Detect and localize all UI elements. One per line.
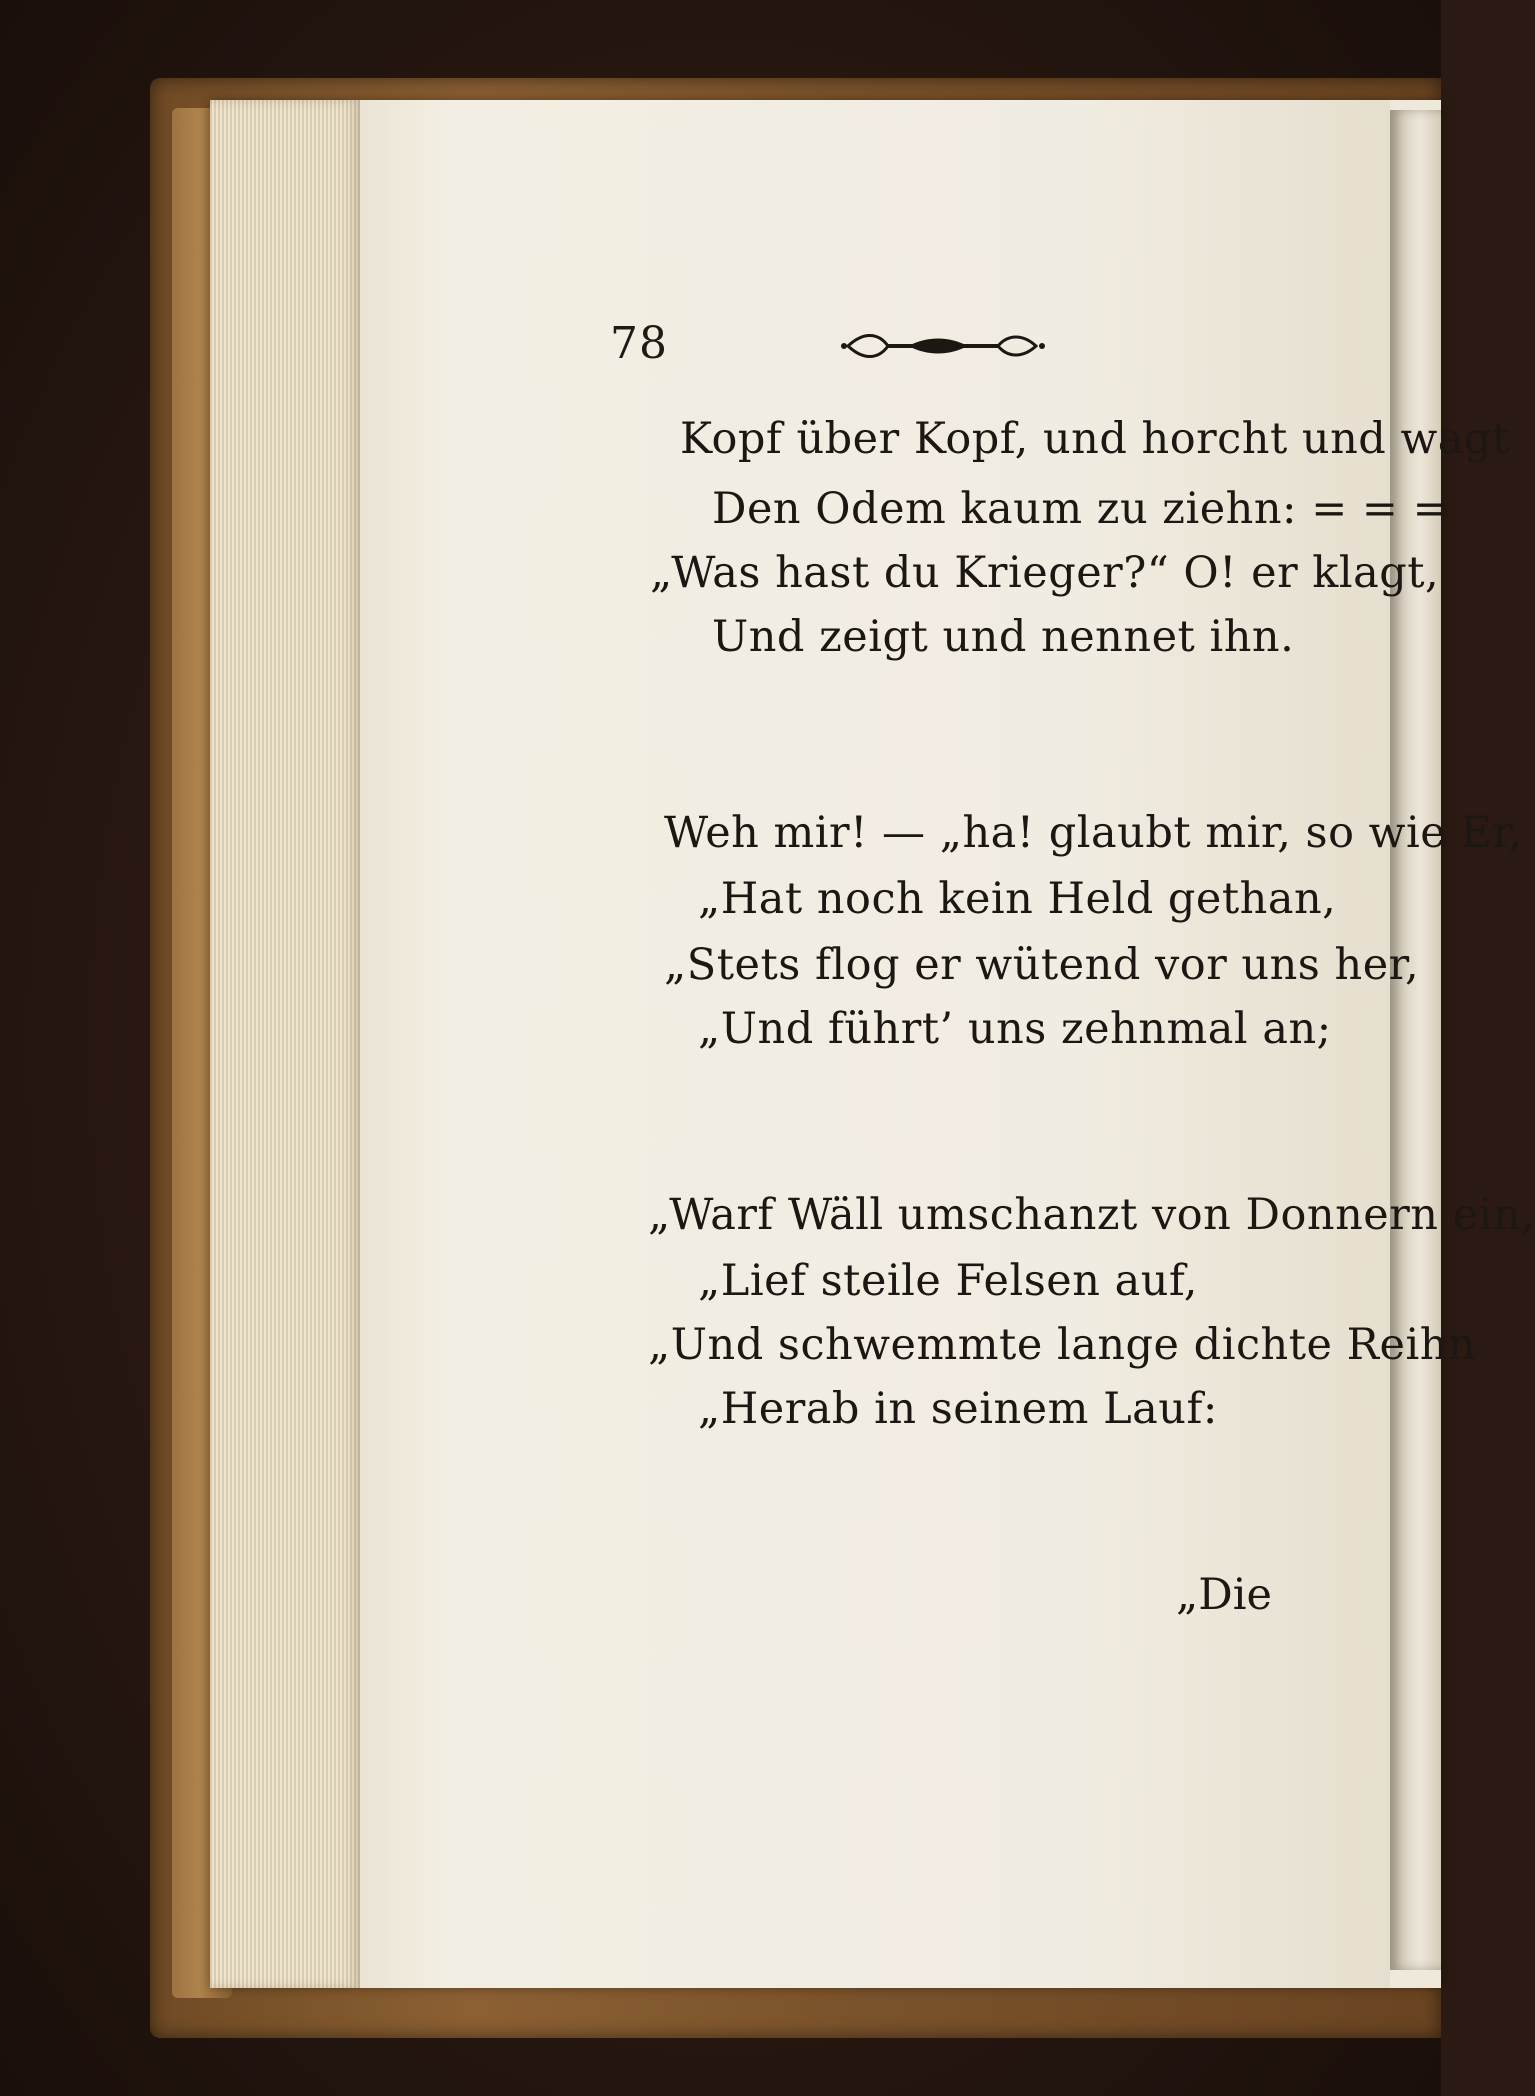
page-number: 78 <box>610 318 668 369</box>
stanza-1-line-2: Den Odem kaum zu ziehn: = = = <box>712 484 1450 534</box>
left-page <box>360 100 1390 1988</box>
stanza-2-line-1: Weh mir! — „ha! glaubt mir, so wie Er, <box>664 808 1523 858</box>
stanza-1-line-4: Und zeigt und nennet ihn. <box>712 612 1295 662</box>
catchword: „Die <box>1176 1570 1272 1620</box>
stanza-1-line-1: Kopf über Kopf, und horcht und wagt <box>680 414 1510 464</box>
flourish-ornament-icon <box>838 322 1048 370</box>
stanza-2-line-3: „Stets flog er wütend vor uns her, <box>664 940 1420 990</box>
stanza-1-line-3: „Was hast du Krieger?“ O! er klagt, <box>650 548 1440 598</box>
page-edges <box>210 100 360 1988</box>
stanza-3-line-2: „Lief steile Felsen auf, <box>698 1256 1198 1306</box>
stanza-2-line-4: „Und führt’ uns zehnmal an; <box>698 1004 1332 1054</box>
stanza-3-line-1: „Warf Wäll umschanzt von Donnern ein, <box>648 1190 1535 1240</box>
right-page-sliver <box>1390 110 1441 1970</box>
stanza-3-line-4: „Herab in seinem Lauf: <box>698 1384 1218 1434</box>
stanza-3-line-3: „Und schwemmte lange dichte Reihn <box>648 1320 1477 1370</box>
stanza-2-line-2: „Hat noch kein Held gethan, <box>698 874 1337 924</box>
page-block <box>210 100 1441 1988</box>
open-book <box>150 78 1441 2038</box>
